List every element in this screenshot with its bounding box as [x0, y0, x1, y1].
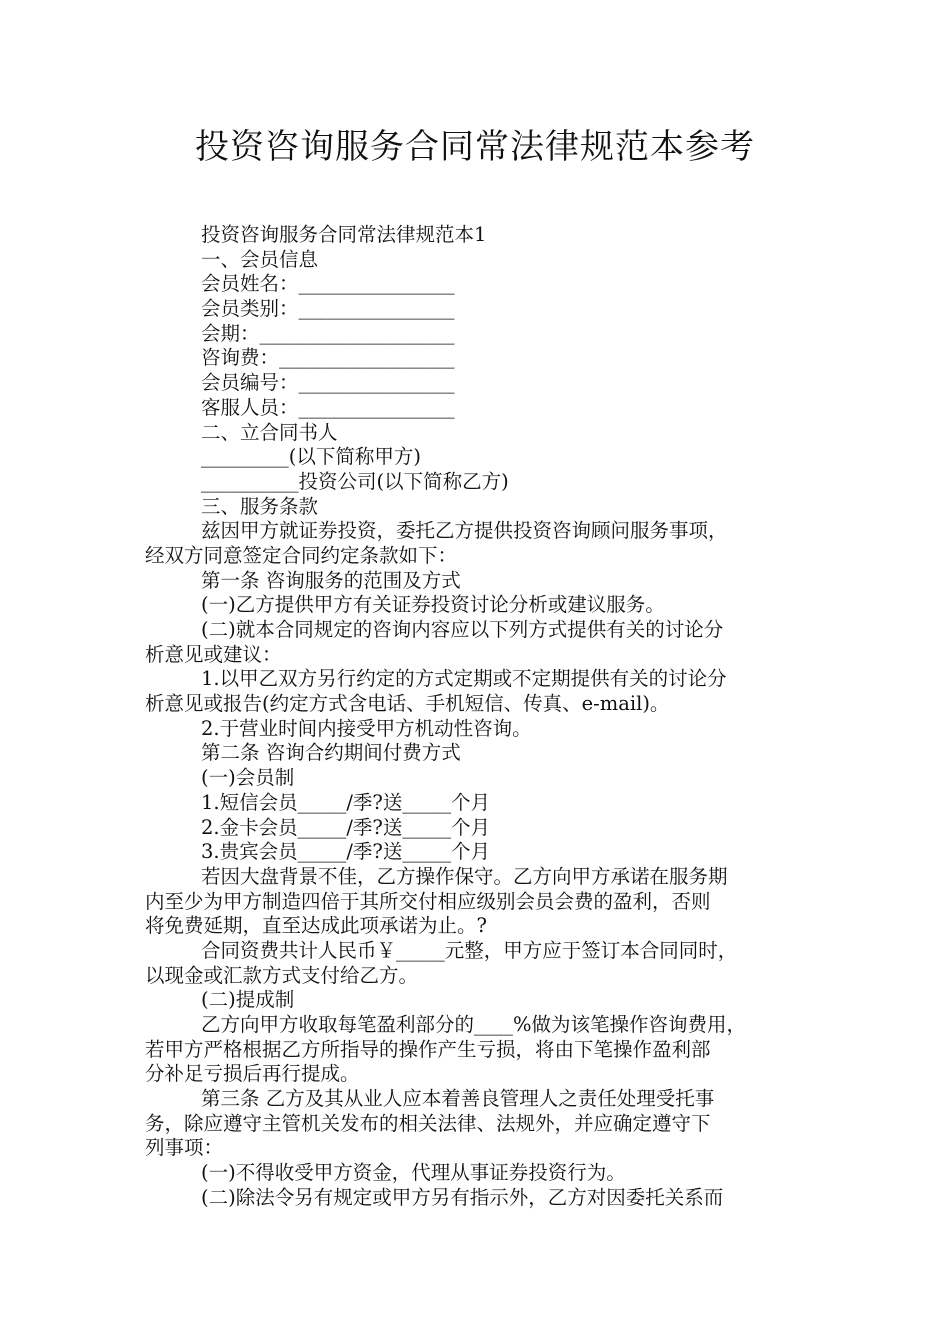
document-line: 会员类别：________________: [201, 297, 455, 321]
document-line: 经双方同意签定合同约定条款如下：: [145, 543, 458, 567]
document-line: 将免费延期，直至达成此项承诺为止。?: [145, 914, 487, 938]
document-line: 咨询费：__________________: [201, 346, 455, 370]
document-line: 二、立合同书人: [201, 420, 338, 444]
document-line: 3.贵宾会员_____/季?送_____个月: [201, 840, 491, 864]
document-line: 析意见或建议：: [145, 642, 282, 666]
document-line: 第二条 咨询合约期间付费方式: [201, 741, 461, 765]
document-body: [145, 223, 825, 1211]
document-line: 内至少为甲方制造四倍于其所交付相应级别会员会费的盈利，否则: [145, 889, 711, 913]
document-line: (一)会员制: [201, 766, 295, 790]
document-line: 合同资费共计人民币￥_____元整，甲方应于签订本合同同时，: [201, 938, 738, 962]
document-line: 务，除应遵守主管机关发布的相关法律、法规外，并应确定遵守下: [145, 1111, 711, 1135]
document-line: __________投资公司(以下简称乙方): [201, 469, 509, 493]
document-line: 以现金或汇款方式支付给乙方。: [145, 963, 419, 987]
document-line: 析意见或报告(约定方式含电话、手机短信、传真、e-mail)。: [145, 692, 670, 716]
document-line: 客服人员：________________: [201, 395, 455, 419]
document-title: 投资咨询服务合同常法律规范本参考: [195, 127, 755, 167]
document-line: 分补足亏损后再行提成。: [145, 1062, 360, 1086]
document-line: 2.金卡会员_____/季?送_____个月: [201, 815, 491, 839]
document-line: 会员姓名：________________: [201, 272, 455, 296]
document-line: 列事项：: [145, 1136, 224, 1160]
document-line: 第三条 乙方及其从业人应本着善良管理人之责任处理受托事: [201, 1087, 715, 1111]
document-line: 乙方向甲方收取每笔盈利部分的____%做为该笔操作咨询费用，: [201, 1013, 747, 1036]
document-line: 兹因甲方就证券投资，委托乙方提供投资咨询顾问服务事项，: [201, 519, 728, 543]
document-line: (二)就本合同规定的咨询内容应以下列方式提供有关的讨论分: [201, 618, 724, 641]
document-line: 若因大盘背景不佳，乙方操作保守。乙方向甲方承诺在服务期: [201, 864, 728, 888]
document-line: (一)不得收受甲方资金，代理从事证券投资行为。: [201, 1161, 626, 1185]
document-line: 1.以甲乙双方另行约定的方式定期或不定期提供有关的讨论分: [201, 667, 727, 691]
document-line: 第一条 咨询服务的范围及方式: [201, 568, 461, 592]
document-line: 会期：____________________: [201, 321, 455, 345]
document-line: 若甲方严格根据乙方所指导的操作产生亏损，将由下笔操作盈利部: [145, 1037, 711, 1061]
document-line: (一)乙方提供甲方有关证券投资讨论分析或建议服务。: [201, 593, 665, 617]
document-line: 三、服务条款: [201, 494, 319, 518]
document-line: 会员编号：________________: [201, 371, 455, 395]
document-line: 1.短信会员_____/季?送_____个月: [201, 790, 491, 814]
document-line: 2.于营业时间内接受甲方机动性咨询。: [201, 716, 532, 740]
document-line: 一、会员信息: [201, 247, 319, 271]
document-line: _________(以下简称甲方): [201, 445, 421, 469]
document-line: (二)除法令另有规定或甲方另有指示外，乙方对因委托关系而: [201, 1185, 724, 1209]
document-line: 投资咨询服务合同常法律规范本1: [201, 223, 487, 246]
document-line: (二)提成制: [201, 988, 295, 1012]
